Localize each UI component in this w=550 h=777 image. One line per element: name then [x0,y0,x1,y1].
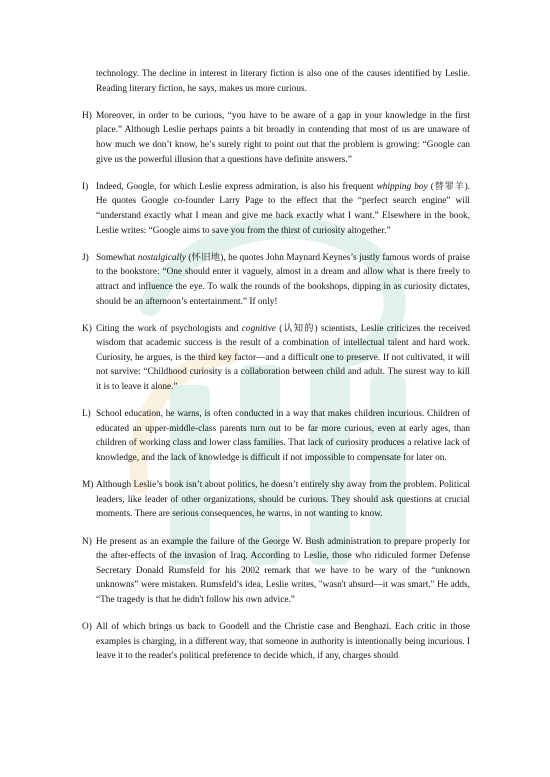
paragraph-label: L) [82,409,91,420]
italic-term: whipping boy [376,181,428,192]
article-body [82,67,470,677]
paragraph-j: J) Somewhat nostalgically (怀旧地), he quotes John Maynard Keynes’s justly famous words of praise to the bookstore: “One should enter it vaguely, almost in a dream and allow what is there freely to attract and influence the eye. To walk the rounds of the bookshops, dipping in as curiosity dictates, should be an afternoon’s entertainment.” If only! [82,252,470,307]
paragraph-o: O) All of which brings us back to Goodell and the Christie case and Benghazi. Each critic in those examples is charging, in a different way, that someone in authority is intentionally being incurious. I leave it to the reader's political preference to decide which, if any, charges should [82,622,470,662]
paragraph-l: L) School education, he warns, is often conducted in a way that makes children incurious. Children of educated an upper-middle-class parents turn out to be far more curious, even at early ages, than children of working class and lower class families. That lack of curiosity produces a relative lack of knowledge, and the lack of knowledge is difficult if not impossible to compensate for later on. [82,409,470,464]
paragraph-label: M) [82,480,94,491]
paragraph-label: N) [82,536,92,547]
paragraph-label: O) [82,622,92,633]
paragraph-label: I) [82,181,89,192]
paragraph-k: K) Citing the work of psychologists and cognitive (认知的) scientists, Leslie criticizes the received wisdom that academic success is the result of a combination of intellectual talent and hard work. Curiosity, he argues, is the third key factor—and a difficult one to preserve. If not cultivated, it will not survive: “Childhood curiosity is a collaboration between child and adult. The surest way to kill it is to leave it alone.” [82,323,470,393]
paragraph-label: H) [82,110,92,121]
italic-term: cognitive [241,323,276,334]
paragraph-label: J) [82,252,89,263]
paragraph-i: I) Indeed, Google, for which Leslie express admiration, is also his frequent whipping boy (替罪羊). He quotes Google co-founder Larry Page to the effect that the “perfect search engine” will “understand exactly what I mean and give me back exactly what I want.” Elsewhere in the book, Leslie writes: “Google aims to save you from the thirst of curiosity altogether.” [82,181,470,236]
paragraph-n: N) He present as an example the failure of the George W. Bush administration to prepare properly for the after-effects of the invasion of Iraq. According to Leslie, those who ridiculed former Defense Secretary Donald Rumsfeld for his 2002 remark that we have to be wary of the “unknown unknowns” were mistaken. Rumsfeld’s idea, Leslie writes, "wasn't absurd—it was smart." He adds, “The tragedy is that he didn't follow his own advice.” [82,536,470,605]
paragraph-label: K) [82,323,92,334]
paragraph-h: H) Moreover, in order to be curious, “you have to be aware of a gap in your knowledge in the first place.” Although Leslie perhaps paints a bit broadly in contending that most of us are unaware of how much we don’t know, he’s surely right to point out that the problem is growing: “Google can give us the powerful illusion that a questions have definite answers.” [82,110,470,165]
italic-term: nostalgically [137,252,186,263]
paragraph-m: M) Although Leslie’s book isn’t about politics, he doesn’t entirely shy away from the problem. Political leaders, like leader of other organizations, should be curious. They should ask questions at crucial moments. There are serious consequences, he warns, in not wanting to know. [82,480,470,520]
paragraph-continuation: technology. The decline in interest in literary fiction is also one of the causes identified by Leslie. Reading literary fiction, he says, makes us more curious. [96,69,470,94]
